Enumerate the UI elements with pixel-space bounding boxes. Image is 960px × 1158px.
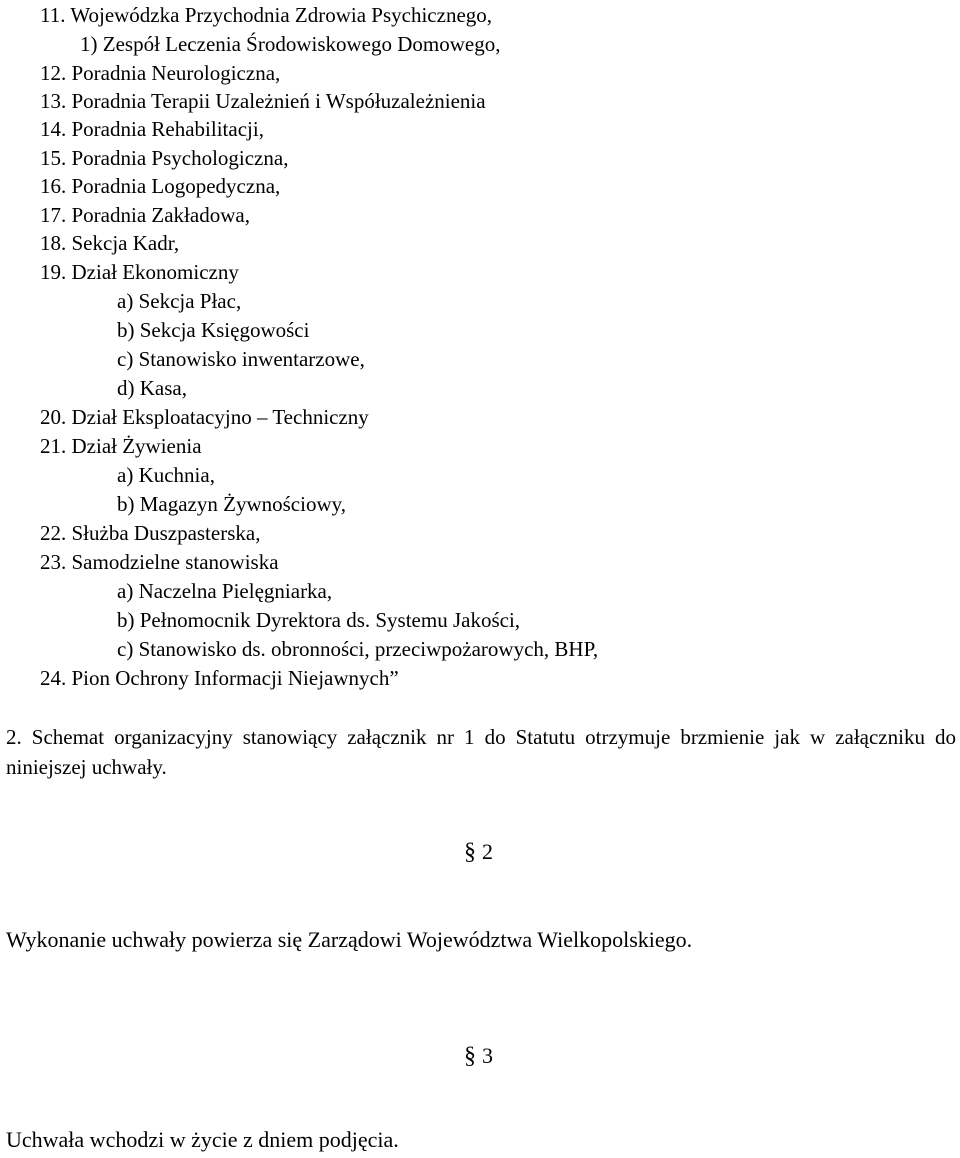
section-number: 2 <box>482 839 493 864</box>
list-item: 17. Poradnia Zakładowa, <box>40 203 250 227</box>
sub-list-item: a) Kuchnia, <box>117 463 215 487</box>
list-item: 19. Dział Ekonomiczny <box>40 260 239 284</box>
list-item: 20. Dział Eksploatacyjno – Techniczny <box>40 405 369 429</box>
list-item: 13. Poradnia Terapii Uzależnień i Współuzależnienia <box>40 89 486 113</box>
execution-paragraph: Wykonanie uchwały powierza się Zarządowi Województwa Wielkopolskiego. <box>6 927 693 952</box>
sub-list-item: a) Naczelna Pielęgniarka, <box>117 579 333 603</box>
effective-paragraph: Uchwała wchodzi w życie z dniem podjęcia. <box>6 1127 399 1152</box>
list-item: 12. Poradnia Neurologiczna, <box>40 61 281 85</box>
sub-list-item: b) Sekcja Księgowości <box>117 318 310 342</box>
sub-list-item: b) Pełnomocnik Dyrektora ds. Systemu Jakości, <box>117 608 521 632</box>
list-item: 15. Poradnia Psychologiczna, <box>40 146 289 170</box>
list-item: 16. Poradnia Logopedyczna, <box>40 174 281 198</box>
list-item: 1) Zespół Leczenia Środowiskowego Domowego, <box>80 32 501 56</box>
list-item: 21. Dział Żywienia <box>40 434 202 458</box>
list-item: 11. Wojewódzka Przychodnia Zdrowia Psychicznego, <box>40 3 493 27</box>
sub-list-item: d) Kasa, <box>117 376 187 400</box>
section-heading-3 <box>464 1042 493 1070</box>
sub-list-item: b) Magazyn Żywnościowy, <box>117 492 347 516</box>
list-item: 23. Samodzielne stanowiska <box>40 550 279 574</box>
section-number: 3 <box>482 1043 493 1068</box>
list-item: 22. Służba Duszpasterska, <box>40 521 261 545</box>
paragraph-2: 2. Schemat organizacyjny stanowiący załącznik nr 1 do Statutu otrzymuje brzmienie jak w załączniku do niniejszej uchwały. <box>6 725 956 779</box>
sub-list-item: c) Stanowisko ds. obronności, przeciwpożarowych, BHP, <box>117 637 599 661</box>
section-symbol: § <box>464 839 476 865</box>
sub-list-item: c) Stanowisko inwentarzowe, <box>117 347 365 371</box>
section-heading-2 <box>464 838 493 866</box>
section-symbol: § <box>464 1043 476 1069</box>
list-item: 18. Sekcja Kadr, <box>40 231 180 255</box>
sub-list-item: a) Sekcja Płac, <box>117 289 242 313</box>
list-item: 14. Poradnia Rehabilitacji, <box>40 117 264 141</box>
list-item: 24. Pion Ochrony Informacji Niejawnych” <box>40 666 399 690</box>
